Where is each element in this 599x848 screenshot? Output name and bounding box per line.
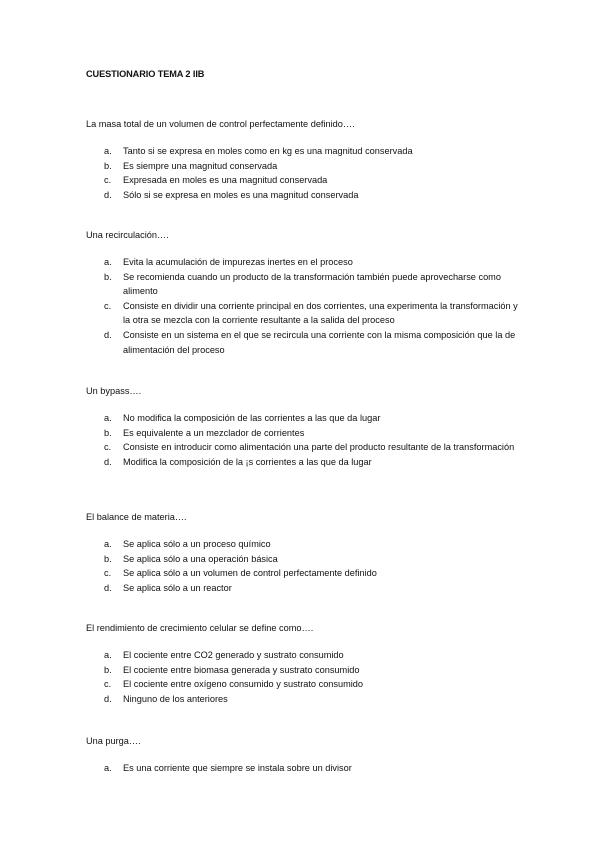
option-text: Se aplica sólo a un reactor [123, 582, 232, 593]
question-text: El balance de materia…. [86, 512, 187, 522]
answer-option-a [86, 144, 526, 159]
option-text: El cociente entre biomasa generada y sustrato consumido [123, 664, 360, 675]
option-text: Sólo si se expresa en moles es una magnitud conservada [123, 189, 359, 200]
question-1 [86, 118, 526, 202]
answer-option-c [86, 299, 526, 328]
answer-option-a [86, 761, 526, 776]
option-text: Se recomienda cuando un producto de la transformación también puede aprovecharse como alimento [123, 271, 501, 297]
answer-option-d [86, 455, 526, 470]
option-letter: b. [104, 664, 112, 675]
option-letter: a. [104, 763, 112, 773]
option-text: Es siempre una magnitud conservada [123, 160, 278, 171]
option-letter: b. [104, 271, 112, 282]
option-text: Tanto si se expresa en moles como en kg es una magnitud conservada [123, 146, 413, 156]
document-title: CUESTIONARIO TEMA 2 IIB [86, 69, 205, 79]
option-letter: a. [104, 413, 112, 423]
answer-option-b [86, 270, 526, 299]
option-letter: d. [104, 329, 112, 340]
question-2 [86, 229, 526, 357]
question-text: La masa total de un volumen de control perfectamente definido…. [86, 119, 355, 129]
answer-option-c [86, 440, 526, 455]
answer-option-a [86, 648, 526, 663]
question-text: Una purga…. [86, 736, 141, 746]
answer-option-b [86, 159, 526, 174]
option-text: Modifica la composición de la ¡s corrientes a las que da lugar [123, 456, 372, 467]
answer-option-a [86, 411, 526, 426]
option-text: Se aplica sólo a un proceso químico [123, 539, 271, 549]
option-letter: c. [104, 442, 112, 453]
option-text: Evita la acumulación de impurezas inertes en el proceso [123, 257, 353, 267]
answer-option-c [86, 677, 526, 692]
option-text: Consiste en dividir una corriente principal en dos corrientes, una experimenta la transformación y la otra se mezcla con la corriente resultante a la salida del proceso [123, 300, 518, 326]
answer-option-c [86, 566, 526, 581]
answer-options [86, 537, 526, 595]
option-letter: a. [104, 539, 112, 549]
question-text: Una recirculación…. [86, 230, 169, 240]
answer-options [86, 411, 526, 469]
option-letter: a. [104, 257, 112, 267]
answer-option-d [86, 328, 526, 357]
option-text: No modifica la composición de las corrientes a las que da lugar [123, 413, 381, 423]
question-5 [86, 622, 526, 706]
question-6 [86, 735, 526, 776]
answer-option-c [86, 173, 526, 188]
option-text: El cociente entre oxígeno consumido y sustrato consumido [123, 679, 364, 690]
question-text: El rendimiento de crecimiento celular se define como…. [86, 623, 314, 633]
option-text: Se aplica sólo a un volumen de control perfectamente definido [123, 568, 377, 579]
answer-options [86, 255, 526, 357]
answer-option-a [86, 255, 526, 270]
option-letter: b. [104, 553, 112, 564]
answer-option-d [86, 188, 526, 203]
option-letter: c. [104, 175, 112, 186]
option-letter: a. [104, 650, 112, 660]
answer-options [86, 648, 526, 706]
option-letter: c. [104, 300, 112, 311]
option-text: Consiste en introducir como alimentación una parte del producto resultante de la transformación [123, 442, 515, 453]
option-text: Es equivalente a un mezclador de corrientes [123, 427, 305, 438]
option-text: El cociente entre CO2 generado y sustrato consumido [123, 650, 344, 660]
answer-options [86, 761, 526, 776]
answer-option-b [86, 552, 526, 567]
option-letter: a. [104, 146, 112, 156]
answer-option-a [86, 537, 526, 552]
option-text: Consiste en un sistema en el que se recircula una corriente con la misma composición que la de alimentación del proceso [123, 329, 516, 355]
answer-option-d [86, 692, 526, 707]
option-letter: d. [104, 582, 112, 593]
option-letter: b. [104, 160, 112, 171]
option-letter: c. [104, 568, 112, 579]
option-letter: d. [104, 456, 112, 467]
answer-option-b [86, 663, 526, 678]
option-text: Es una corriente que siempre se instala sobre un divisor [123, 763, 352, 773]
option-text: Se aplica sólo a una operación básica [123, 553, 278, 564]
question-4 [86, 511, 526, 595]
answer-option-d [86, 581, 526, 596]
question-3 [86, 385, 526, 469]
answer-options [86, 144, 526, 202]
option-letter: b. [104, 427, 112, 438]
option-text: Ninguno de los anteriores [123, 693, 228, 704]
option-letter: d. [104, 189, 112, 200]
option-text: Expresada en moles es una magnitud conservada [123, 175, 328, 186]
answer-option-b [86, 426, 526, 441]
option-letter: d. [104, 693, 112, 704]
option-letter: c. [104, 679, 112, 690]
question-text: Un bypass…. [86, 386, 142, 396]
